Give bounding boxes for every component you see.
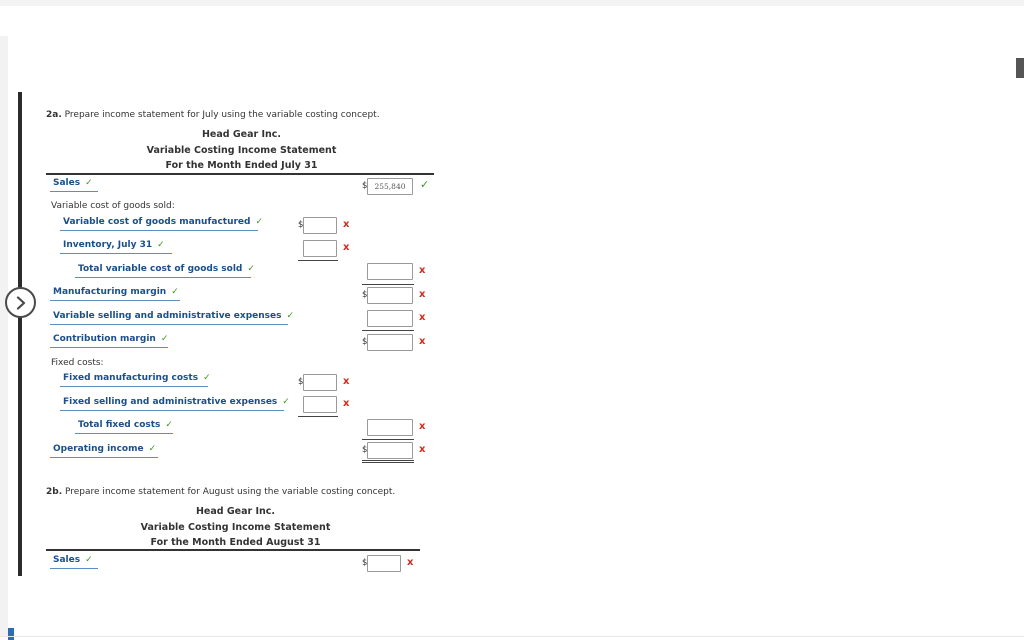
chevron-right-icon (14, 296, 28, 310)
statement-period: For the Month Ended August 31 (150, 537, 321, 548)
variable-cogm-underline (60, 230, 258, 231)
inventory-underline (60, 253, 172, 254)
sales-label[interactable]: Sales ✓ (53, 555, 93, 565)
fixed-mfg-label[interactable]: Fixed manufacturing costs ✓ (63, 373, 211, 383)
inventory-field[interactable] (303, 240, 337, 257)
operating-income-field[interactable] (367, 442, 413, 459)
sales-amount-field[interactable]: 255,840 (367, 178, 413, 195)
statement-title: Variable Costing Income Statement (146, 145, 337, 156)
subtotal-rule (362, 330, 414, 331)
var-sga-underline (50, 324, 288, 325)
mfg-margin-field[interactable] (367, 287, 413, 304)
company-name: Head Gear Inc. (201, 129, 282, 140)
total-fixed-underline (75, 433, 173, 434)
currency-symbol: $ (298, 220, 304, 230)
var-sga-field[interactable] (367, 310, 413, 327)
operating-income-underline (50, 457, 158, 458)
mfg-margin-underline (50, 300, 180, 301)
header-rule (46, 173, 434, 175)
currency-symbol: $ (362, 445, 368, 455)
cross-icon: x (343, 219, 350, 230)
total-double-rule (362, 460, 414, 463)
fixed-sga-underline (60, 410, 284, 411)
instruction-2b: 2b. Prepare income statement for August using the variable costing concept. (46, 487, 396, 497)
currency-symbol: $ (298, 377, 304, 387)
sales-underline (50, 191, 98, 192)
subtotal-rule (298, 260, 338, 261)
subtotal-rule (298, 416, 338, 417)
cross-icon: x (419, 312, 426, 323)
check-icon: ✓ (85, 555, 93, 565)
total-vcogs-field[interactable] (367, 263, 413, 280)
header-rule (46, 549, 420, 551)
variable-cogm-label[interactable]: Variable cost of goods manufactured ✓ (63, 217, 264, 227)
contribution-margin-label[interactable]: Contribution margin ✓ (53, 334, 169, 344)
sales-label[interactable]: Sales ✓ (53, 178, 93, 188)
cross-icon: x (419, 336, 426, 347)
currency-symbol: $ (362, 290, 368, 300)
check-icon: ✓ (85, 178, 93, 188)
contribution-margin-underline (50, 347, 168, 348)
cross-icon: x (343, 242, 350, 253)
total-vcogs-underline (75, 277, 251, 278)
cross-icon: x (419, 421, 426, 432)
fixed-sga-label[interactable]: Fixed selling and administrative expenses ✓ (63, 397, 290, 407)
check-icon: ✓ (148, 444, 157, 454)
check-icon: ✓ (171, 287, 179, 297)
fixed-mfg-underline (60, 386, 208, 387)
scroll-marker (1016, 58, 1024, 78)
subtotal-rule (362, 439, 414, 440)
variable-cogm-field[interactable] (303, 217, 337, 234)
cross-icon: x (419, 444, 426, 455)
operating-income-label[interactable]: Operating income ✓ (53, 444, 157, 454)
check-icon: ✓ (160, 334, 169, 344)
check-icon: ✓ (157, 240, 165, 250)
check-icon: ✓ (420, 178, 430, 191)
cross-icon: x (343, 398, 350, 409)
currency-symbol: $ (362, 181, 368, 191)
bottom-divider (0, 636, 1024, 637)
check-icon: ✓ (286, 311, 295, 321)
inventory-label[interactable]: Inventory, July 31 ✓ (63, 240, 165, 250)
check-icon: ✓ (282, 397, 290, 407)
fixed-mfg-field[interactable] (303, 374, 337, 391)
check-icon: ✓ (255, 217, 264, 227)
currency-symbol: $ (362, 337, 368, 347)
bottom-accent (8, 628, 14, 640)
sales-underline (50, 568, 98, 569)
fixed-costs-heading: Fixed costs: (51, 358, 104, 368)
total-vcogs-label[interactable]: Total variable cost of goods sold ✓ (78, 264, 255, 274)
vcogs-heading: Variable cost of goods sold: (51, 201, 175, 211)
check-icon: ✓ (203, 373, 211, 383)
subtotal-rule (362, 284, 414, 285)
check-icon: ✓ (247, 264, 255, 274)
cross-icon: x (343, 376, 350, 387)
cross-icon: x (419, 265, 426, 276)
question-marker-rule (18, 92, 22, 576)
total-fixed-label[interactable]: Total fixed costs ✓ (78, 420, 173, 430)
statement-period: For the Month Ended July 31 (165, 160, 318, 171)
mfg-margin-label[interactable]: Manufacturing margin ✓ (53, 287, 179, 297)
expand-panel-button[interactable] (5, 287, 36, 318)
cross-icon: x (419, 289, 426, 300)
total-fixed-field[interactable] (367, 419, 413, 436)
cross-icon: x (407, 557, 414, 568)
top-bar (0, 0, 1024, 6)
statement-title: Variable Costing Income Statement (140, 522, 331, 533)
sales-amount-field-august[interactable] (367, 555, 401, 572)
company-name: Head Gear Inc. (195, 506, 276, 517)
left-panel (0, 36, 8, 636)
currency-symbol: $ (362, 558, 368, 568)
var-sga-label[interactable]: Variable selling and administrative expenses ✓ (53, 311, 295, 321)
instruction-2a: 2a. Prepare income statement for July using the variable costing concept. (46, 110, 380, 120)
check-icon: ✓ (165, 420, 173, 430)
contribution-margin-field[interactable] (367, 334, 413, 351)
fixed-sga-field[interactable] (303, 396, 337, 413)
